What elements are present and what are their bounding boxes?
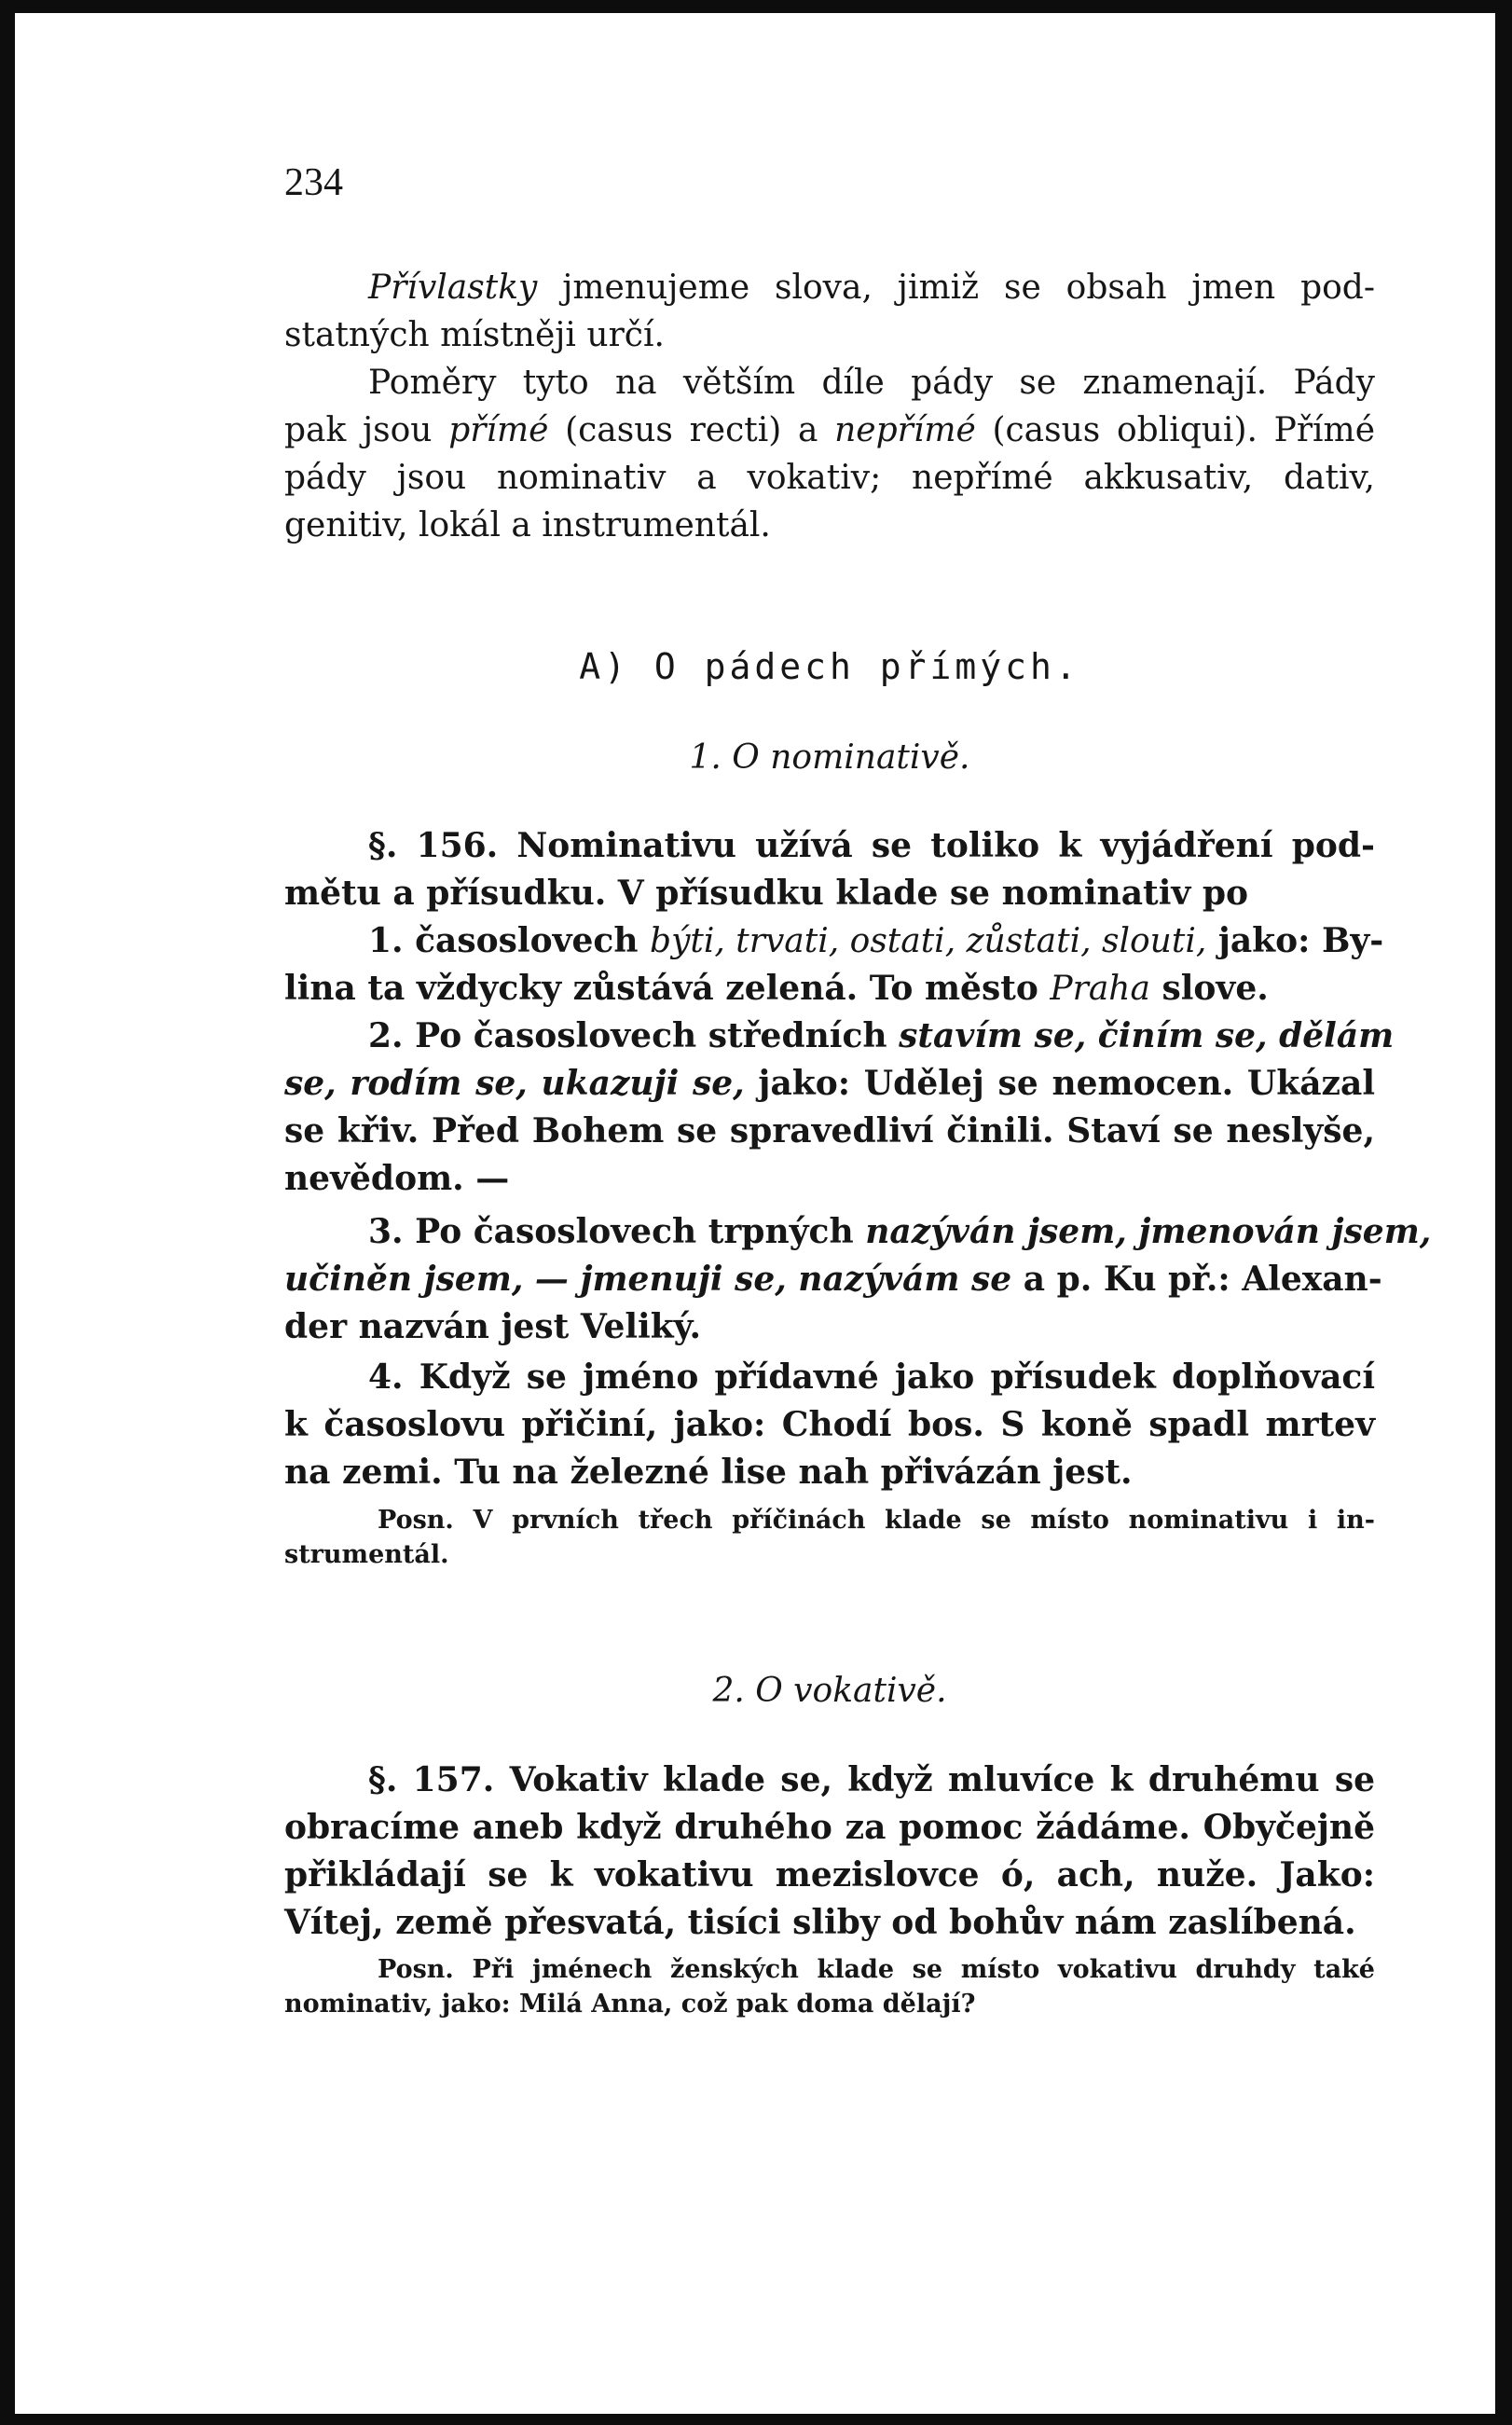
text-line: §. 157. Vokativ klade se, když mluvíce k druhému se [368,1760,1375,1799]
text-line: nominativ, jako: Milá Anna, což pak doma dělají? [284,1990,976,2019]
section-156 [284,822,1375,917]
text-line: 2. Po časoslovech středních stavím se, činím se, dělám [368,1016,1395,1055]
text-line: §. 156. Nominativu užívá se toliko k vyjádření pod- [368,826,1375,865]
text-line: přikládají se k vokativu mezislovce ó, ach, nuže. Jako: [284,1855,1375,1895]
footnote-vocative [284,1952,1375,2021]
list-item-1 [284,917,1384,1013]
text-line: se křiv. Před Bohem se spravedliví činili. Staví se neslyše, [284,1111,1375,1150]
intro-paragraph [284,264,1375,549]
footnote-nominative [284,1503,1375,1572]
text-line: na zemi. Tu na železné lise nah přivázán jest. [284,1453,1133,1492]
text-line: se, rodím se, ukazuji se, jako: Udělej se nemocen. Ukázal [284,1064,1375,1103]
text-line: lina ta vždycky zůstává zelená. To město Praha slove. [284,969,1269,1008]
text-line: pády jsou nominativ a vokativ; nepřímé akkusativ, dativ, [284,459,1375,497]
text-line: Vítej, země přesvatá, tisíci sliby od bohův nám zaslíbená. [284,1903,1356,1942]
text-line: 3. Po časoslovech trpných nazýván jsem, jmenován jsem, [368,1212,1432,1251]
text-line: der nazván jest Veliký. [284,1307,701,1346]
page-number: 234 [284,161,343,204]
subheading-vocative: 2. O vokativě. [712,1672,947,1710]
list-item-3 [284,1208,1432,1351]
text-line: genitiv, lokál a instrumentál. [284,506,771,544]
section-heading-a: A) O pádech přímých. [579,646,1080,687]
list-item-2 [284,1013,1395,1203]
subheading-nominative: 1. O nominativě. [689,738,970,777]
text-line: 4. Když se jméno přídavné jako přísudek doplňovací [368,1357,1375,1397]
text-line: obracíme aneb když druhého za pomoc žádáme. Obyčejně [284,1808,1375,1847]
text-line: Posn. V prvních třech příčinách klade se místo nominativu i in- [378,1506,1375,1535]
section-157 [284,1757,1375,1947]
list-item-4 [284,1354,1375,1496]
text-line: mětu a přísudku. V přísudku klade se nominativ po [284,874,1248,913]
text-line: Přívlastky jmenujeme slova, jimiž se obsah jmen pod- [368,269,1375,307]
text-line: Poměry tyto na větším díle pády se znamenají. Pády [368,364,1375,402]
text-line: strumentál. [284,1540,449,1569]
text-line: k časoslovu přičiní, jako: Chodí bos. S koně spadl mrtev [284,1405,1375,1444]
text-line: učiněn jsem, — jmenuji se, nazývám se a p. Ku př.: Alexan- [284,1260,1382,1299]
text-line: nevědom. — [284,1159,510,1198]
text-line: statných místněji určí. [284,316,665,354]
text-line: 1. časoslovech býti, trvati, ostati, zůstati, slouti, jako: By- [368,921,1384,960]
text-line: Posn. Při jménech ženských klade se místo vokativu druhdy také [378,1955,1375,1984]
text-line: pak jsou přímé (casus recti) a nepřímé (casus obliqui). Přímé [284,411,1375,449]
